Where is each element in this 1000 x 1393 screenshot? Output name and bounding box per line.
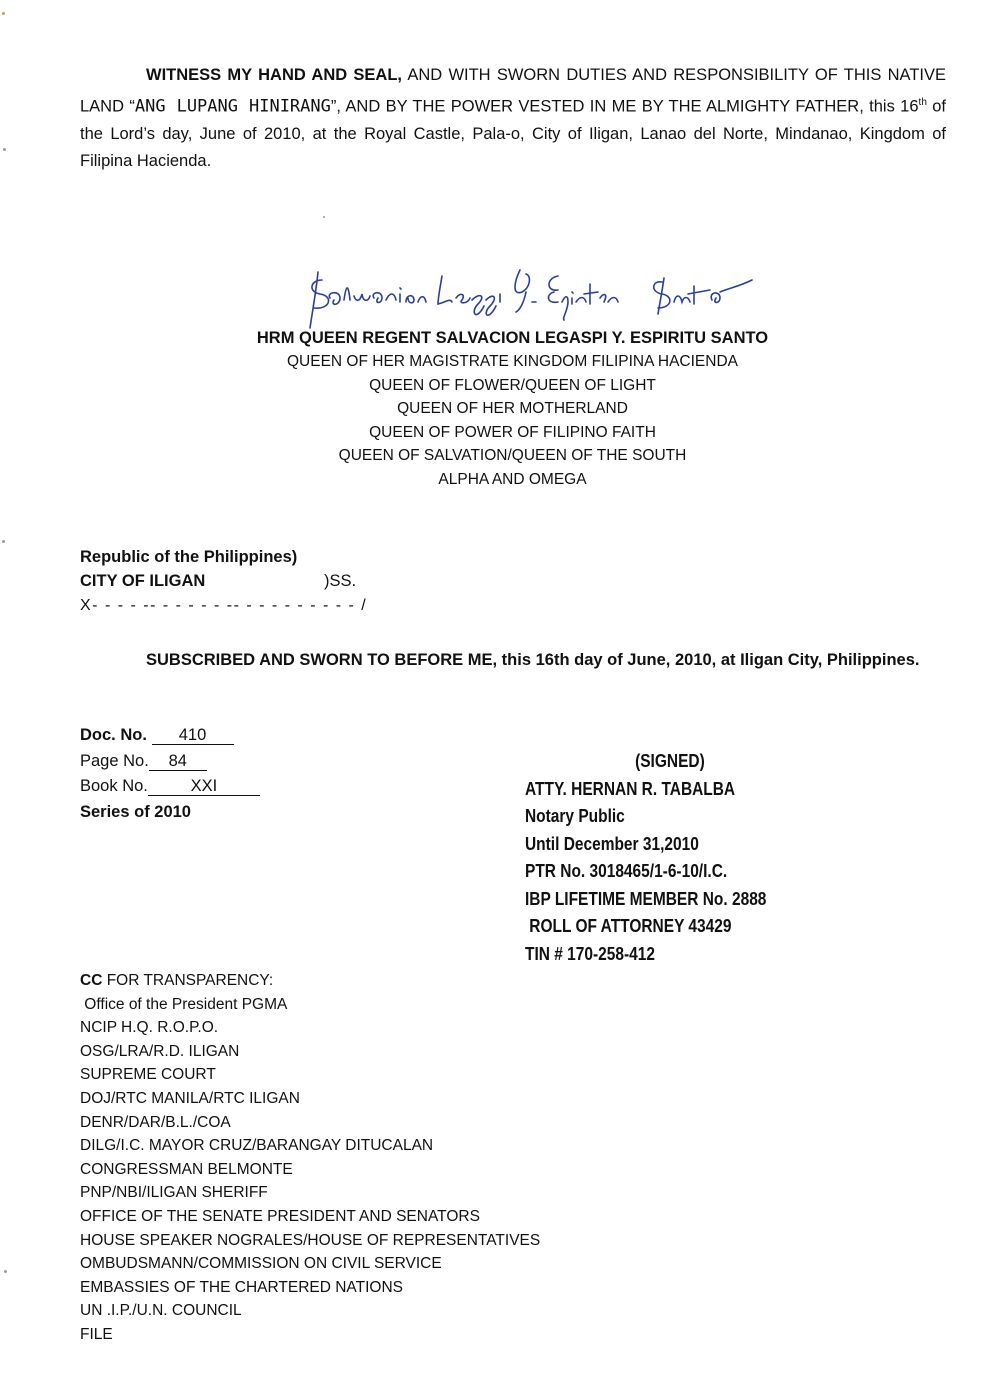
cc-item: FILE <box>80 1325 113 1343</box>
cc-item: Office of the President PGMA <box>80 995 288 1013</box>
book-number-label: Book No. <box>80 777 148 795</box>
doc-number-value: 410 <box>152 726 234 745</box>
cc-item: DOJ/RTC MANILA/RTC ILIGAN <box>80 1089 300 1107</box>
witness-lead: WITNESS MY HAND AND SEAL, <box>146 66 403 84</box>
cc-item: HOUSE SPEAKER NOGRALES/HOUSE OF REPRESENTATIVES <box>80 1231 541 1249</box>
signatory-name: HRM QUEEN REGENT SALVACION LEGASPI Y. ESPIRITU SANTO <box>256 329 769 347</box>
document-numbers <box>80 723 260 825</box>
signatory-block <box>180 326 845 491</box>
cc-item: PNP/NBI/ILIGAN SHERIFF <box>80 1184 268 1202</box>
cc-item: OFFICE OF THE SENATE PRESIDENT AND SENATORS <box>80 1207 480 1225</box>
cc-item: DENR/DAR/B.L./COA <box>80 1113 231 1131</box>
cc-item: DILG/I.C. MAYOR CRUZ/BARANGAY DITUCALAN <box>80 1137 434 1155</box>
cc-item: NCIP H.Q. R.O.P.O. <box>80 1019 219 1037</box>
cc-item: EMBASSIES OF THE CHARTERED NATIONS <box>80 1278 403 1296</box>
doc-number-label: Doc. No. <box>80 726 152 744</box>
signatory-title: QUEEN OF SALVATION/QUEEN OF THE SOUTH <box>338 447 687 464</box>
ordinal-suffix: th <box>918 97 927 108</box>
venue-city: CITY OF ILIGAN <box>80 572 206 590</box>
notary-until: Until December 31,2010 <box>525 833 699 854</box>
notary-tin: TIN # 170-258-412 <box>525 943 655 964</box>
notary-block <box>525 748 766 968</box>
cc-heading <box>80 969 540 993</box>
venue-republic: Republic of the Philippines) <box>80 548 298 566</box>
notary-ptr: PTR No. 3018465/1-6-10/I.C. <box>525 861 728 881</box>
cc-list <box>80 969 540 1347</box>
venue-ss: )SS. <box>324 572 357 590</box>
witness-text-3: of the Lord’s day, June of 2010, at the Royal Castle, Pala-o, City of Iligan, Lanao del Norte, Mindanao, Kingdom of Filipina Hacienda. <box>80 97 947 170</box>
notary-ibp: IBP LIFETIME MEMBER No. 2888 <box>525 888 767 909</box>
page-number-line <box>80 749 260 775</box>
cc-item: OSG/LRA/R.D. ILIGAN <box>80 1042 240 1060</box>
signatory-title: QUEEN OF HER MAGISTRATE KINGDOM FILIPINA HACIENDA <box>287 353 738 370</box>
native-land-name: ANG LUPANG HINIRANG <box>134 96 331 117</box>
series-line: Series of 2010 <box>80 802 191 821</box>
book-number-value: XXI <box>148 777 260 796</box>
venue-city-row <box>80 569 357 593</box>
witness-paragraph <box>80 62 946 175</box>
cc-item: OMBUDSMANN/COMMISSION ON CIVIL SERVICE <box>80 1255 442 1273</box>
notary-signed: (SIGNED) <box>635 751 705 771</box>
cc-item: SUPREME COURT <box>80 1066 216 1084</box>
cc-heading-rest: FOR TRANSPARENCY: <box>102 972 274 989</box>
signatory-title: QUEEN OF FLOWER/QUEEN OF LIGHT <box>369 376 656 394</box>
notary-roll: ROLL OF ATTORNEY 43429 <box>525 916 732 936</box>
book-number-line <box>80 774 260 800</box>
cc-item: UN .I.P./U.N. COUNCIL <box>80 1302 242 1320</box>
signatory-title: QUEEN OF HER MOTHERLAND <box>397 400 628 417</box>
venue-x-line: X- - - - -- - - - - - -- - - - - - - - - - / <box>80 597 368 614</box>
notary-name: ATTY. HERNAN R. TABALBA <box>525 778 736 799</box>
signatory-title: QUEEN OF POWER OF FILIPINO FAITH <box>369 423 656 441</box>
witness-text-2: ”, AND BY THE POWER VESTED IN ME BY THE ALMIGHTY FATHER, this 16 <box>330 97 919 116</box>
notary-title: Notary Public <box>525 806 625 826</box>
doc-number-line <box>80 723 260 749</box>
handwritten-signature <box>300 262 760 332</box>
page-number-label: Page No. <box>80 751 149 770</box>
venue-block <box>80 545 357 593</box>
jurat-paragraph: SUBSCRIBED AND SWORN TO BEFORE ME, this 16th day of June, 2010, at Iligan City, Philippines. <box>146 651 920 669</box>
page-number-value: 84 <box>149 752 207 771</box>
signatory-title: ALPHA AND OMEGA <box>438 470 587 488</box>
cc-item: CONGRESSMAN BELMONTE <box>80 1160 293 1178</box>
cc-heading-bold: CC <box>80 972 103 989</box>
witness-text-1: AND WITH SWORN DUTIES AND RESPONSIBILITY OF THIS NATIVE LAND “ <box>80 66 946 116</box>
